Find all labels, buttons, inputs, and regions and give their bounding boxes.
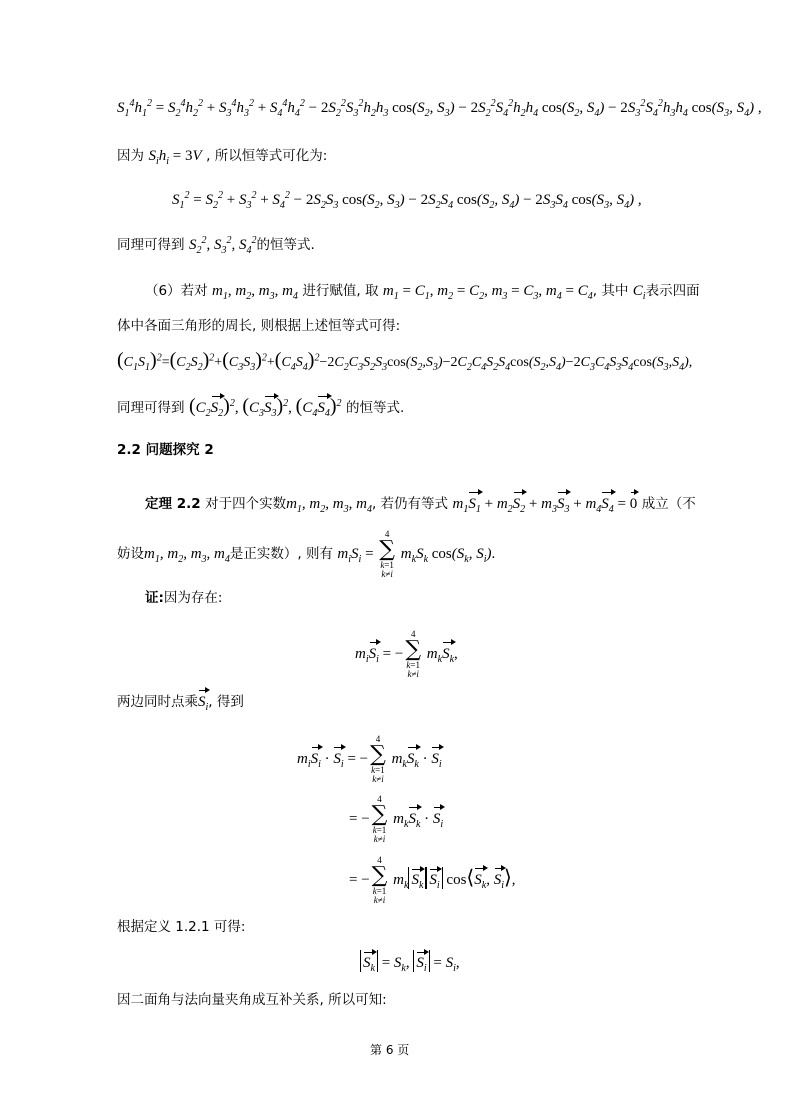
formula-line-1: $S_1^4h_1^2 = S_2^4h_2^2 + S_3^4h_3^2 + S_4^4h_4^2 - 2S_2^2S_3^2h_2h_3$ $\cos(S_2$, $S_3) - 2S_2^2S_4^2h_2h_4$ $\cos(S_2$, $S_4) - 2S_3^2S_4^2h_3h_4$ $\cos(S_3$, $S_4$) ,	[117, 98, 762, 119]
text-line-similar-2: 同理可得到 $(C_2S_2)^2$, $(C_3S_3)^2$, $(C_4S_4)^2$ 的恒等式.	[117, 395, 405, 419]
text-line-item6: （6）若对 $m_1$, $m_2$, $m_3$, $m_4$ 进行赋值, 取 $m_1 = C_1$, $m_2 = C_2$, $m_3 = C_3$, $m_4 = C_4$, 其中 $C_i$表示四面	[145, 283, 700, 302]
formula-proof-1: $m_iS_i$ = − 4 ∑ k=1 k≠i $m_kS_k$,	[355, 629, 458, 679]
theorem-d: 妨设	[117, 545, 144, 562]
formula-proof-4: = − 4 ∑ k=1 k≠i $m_k$ $S_k$ $S_i$ $\cos⟨S_k$, $S_i⟩$,	[349, 855, 516, 905]
formula-proof-3: = − 4 ∑ k=1 k≠i $m_kS_k \cdot S_i$	[349, 794, 444, 844]
item6-c: , 其中	[592, 283, 629, 299]
identity-end-1: 的恒等式.	[256, 237, 315, 253]
text-line-item6-2: 体中各面三角形的周长, 则根据上述恒等式可得:	[117, 318, 401, 334]
theorem-e: 是正实数）, 则有	[229, 545, 333, 562]
dot-got: , 得到	[208, 694, 244, 710]
item6-a: （6）若对	[145, 283, 208, 299]
theorem-line-1: 定理 2.2 对于四个实数$m_1$, $m_2$, $m_3$, $m_4$, 若仍有等式 $m_1S_1 + m_2S_2 + m_3S_3 + m_4S_4 = 0$ 成立（不	[145, 490, 696, 514]
item6-b: 进行赋值, 取	[302, 283, 379, 299]
theorem-b: , 若仍有等式	[371, 496, 449, 512]
page-number: 第 6 页	[370, 1043, 410, 1057]
text-line-def: 根据定义 1.2.1 可得:	[117, 919, 246, 935]
theorem-line-2: 妨设$m_1$, $m_2$, $m_3$, $m_4$是正实数）, 则有 $m_iS_i$ = 4 ∑ k=1 k≠i $m_kS_k$ $\cos(S_k$, $S_i$).	[117, 529, 496, 579]
formula-proof-2: $m_iS_i \cdot S_i$ = − 4 ∑ k=1 k≠i $m_kS_k \cdot S_i$	[297, 734, 442, 784]
since-text: 因为	[117, 148, 144, 164]
text-line-similar-1: 同理可得到 $S_2^2$, $S_3^2$, $S_4^2$的恒等式.	[117, 235, 315, 256]
similarly-text-2: 同理可得到	[117, 400, 185, 416]
text-line-dot: 两边同时点乘$S_i$, 得到	[117, 688, 244, 712]
similarly-text-1: 同理可得到	[117, 237, 185, 253]
so-identity-text: , 所以恒等式可化为:	[206, 148, 328, 164]
formula-line-3: $(C_1S_1)^2=(C_2S_2)^2+(C_3S_3)^2+(C_4S_4)^2-2C_2C_3S_2S_3\cos(S_2,S_3)-2C_2C_4S_2S_4\cos(S_2,S_4)-2C_3C_4S_3S_4\cos(S_3,S_4)$,	[117, 349, 693, 373]
proof-a: 因为存在:	[163, 590, 223, 606]
proof-label: 证:	[145, 590, 164, 606]
theorem-a: 对于四个实数	[205, 496, 287, 512]
theorem-label: 定理 2.2	[145, 496, 201, 512]
theorem-c: 成立（不	[641, 496, 696, 512]
section-heading: 2.2 问题探究 2	[117, 442, 214, 458]
formula-line-2: $S_1^2 = S_2^2 + S_3^2 + S_4^2 - 2S_2S_3$ $\cos(S_2$, $S_3) - 2S_2S_4$ $\cos(S_2$, $S_4) - 2S_3S_4$ $\cos(S_3$, $S_4$) ,	[172, 190, 642, 211]
text-line-since: 因为 $S_ih_i = 3V$ , 所以恒等式可化为:	[117, 148, 328, 167]
formula-norms: $S_k = S_k$, $S_i = S_i$,	[360, 950, 460, 973]
identity-end-2: 的恒等式.	[345, 400, 405, 416]
proof-line	[145, 588, 222, 608]
dot-both: 两边同时点乘	[117, 694, 198, 710]
item6-d: 表示四面	[645, 283, 700, 299]
text-line-dihedral: 因二面角与法向量夹角成互补关系, 所以可知:	[117, 992, 387, 1008]
